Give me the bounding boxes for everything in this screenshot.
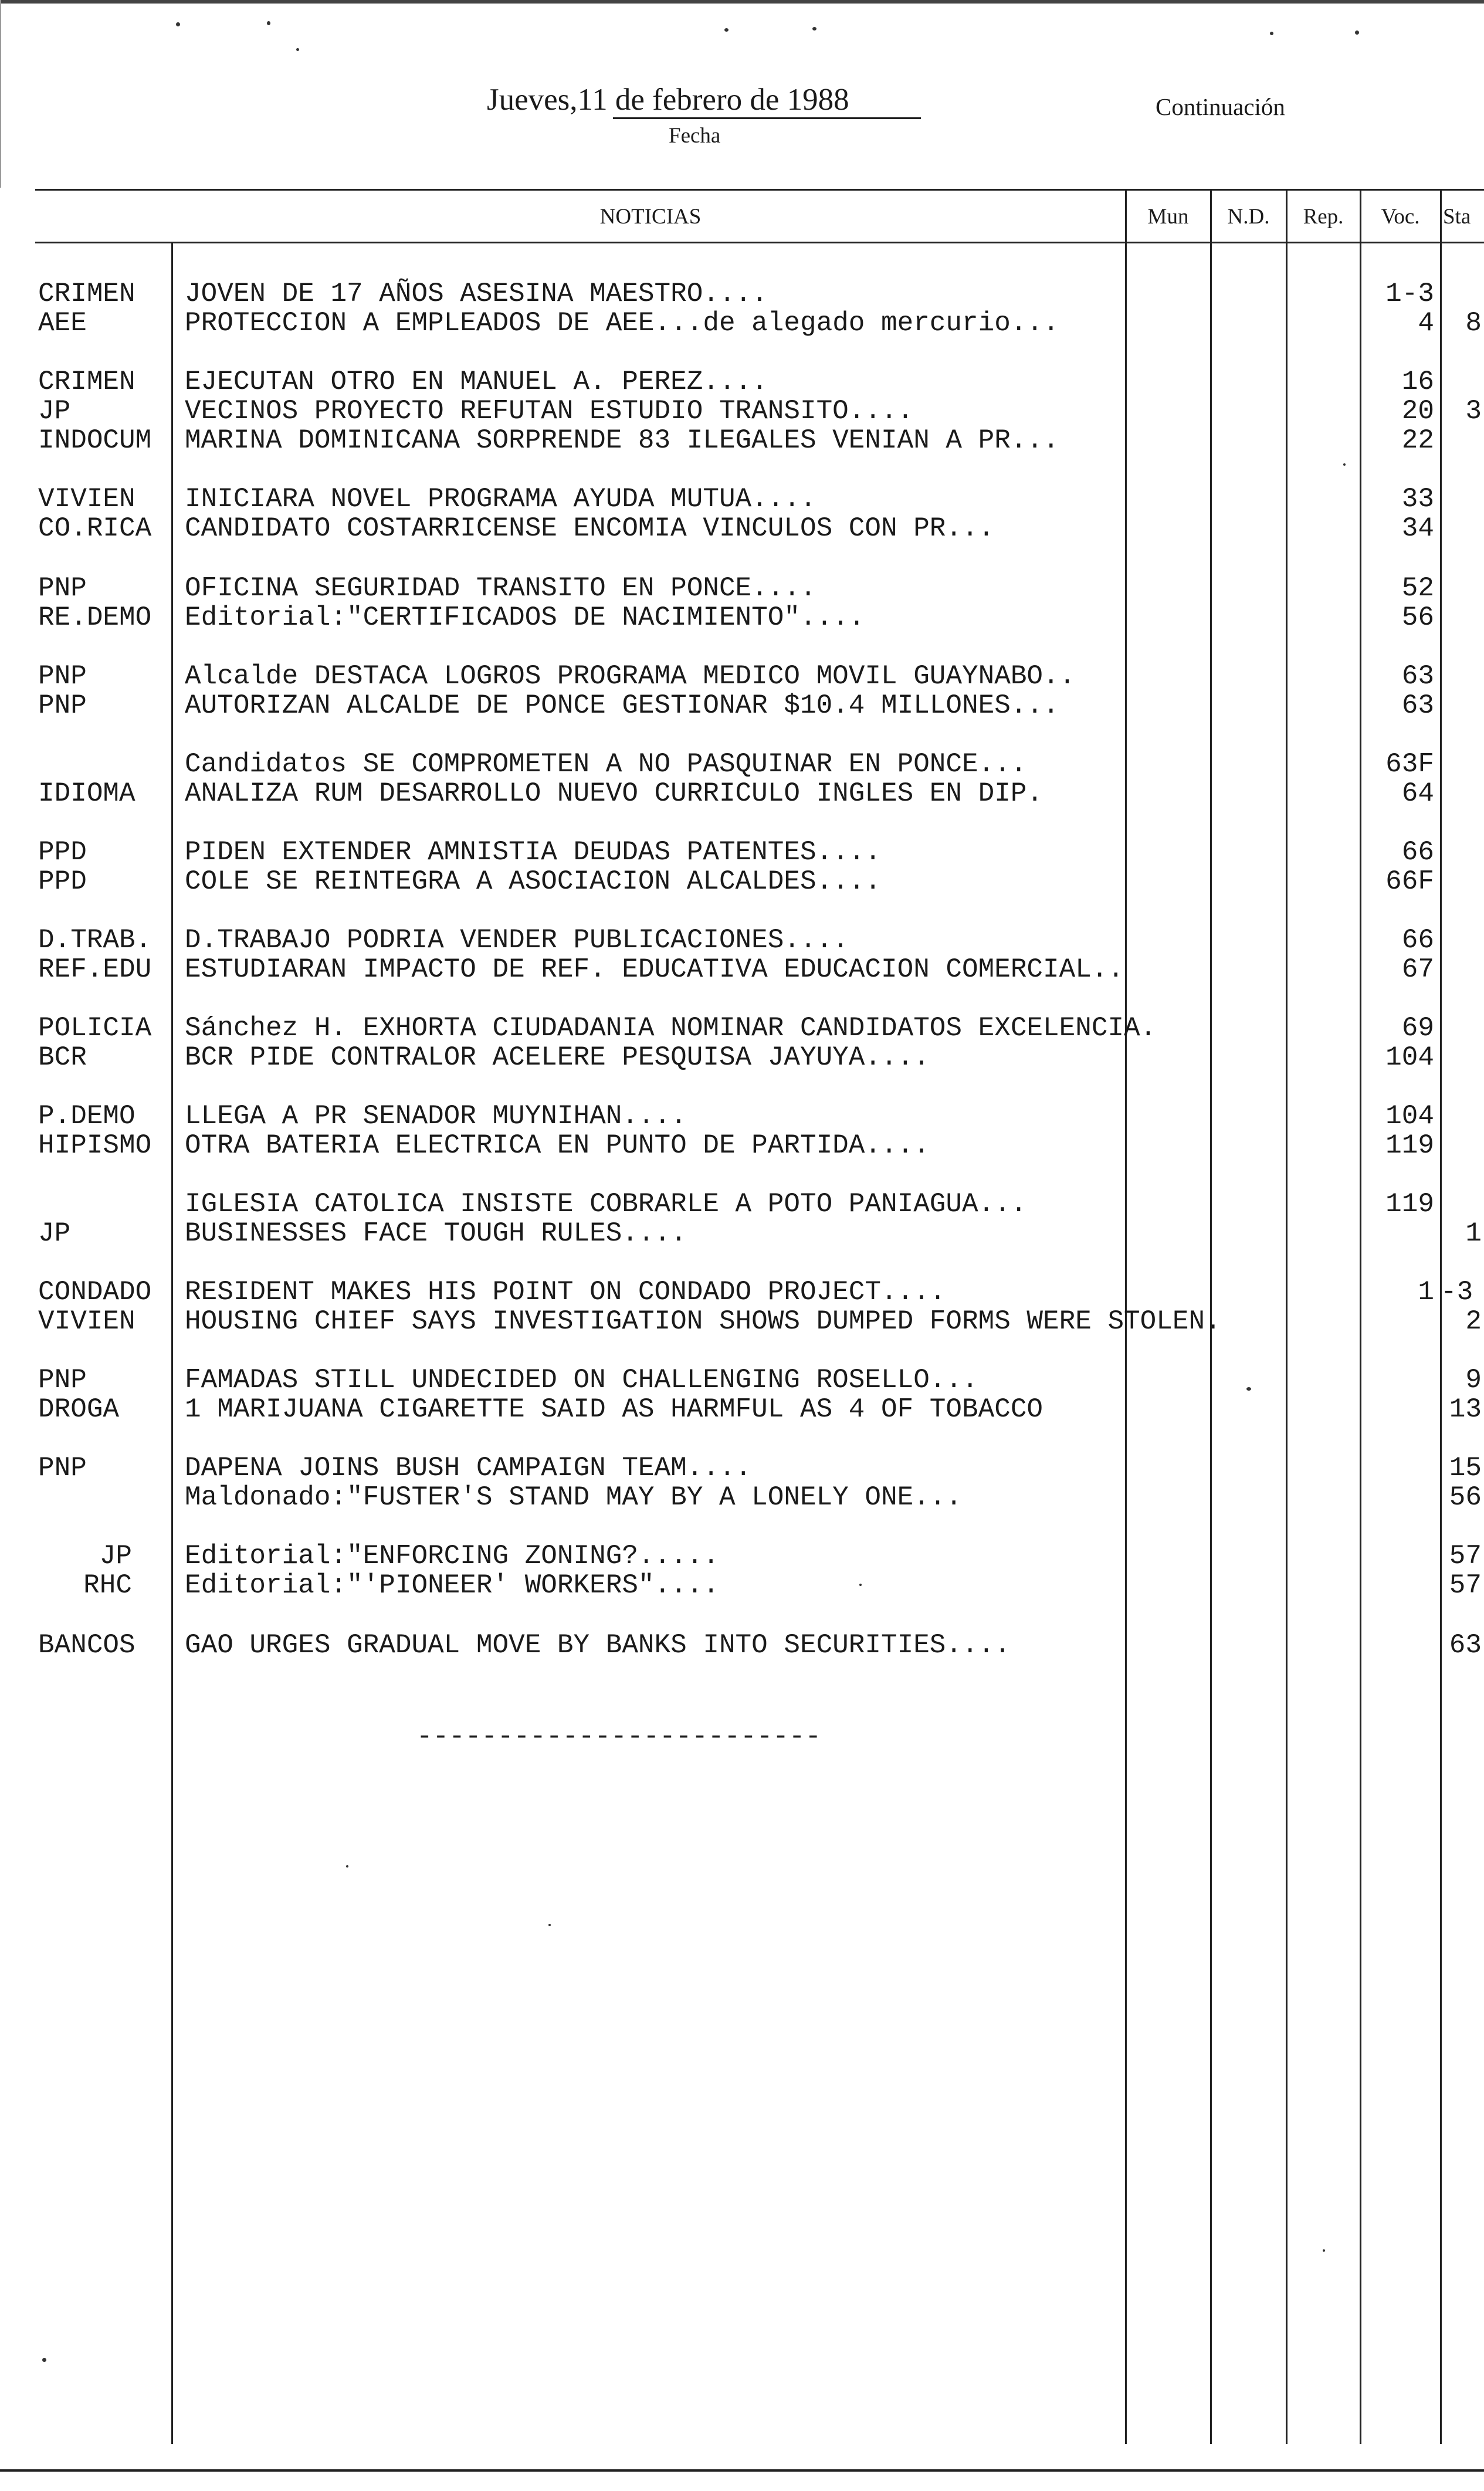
scan-speck bbox=[42, 2358, 46, 2362]
row-sta-page: 3 bbox=[1465, 396, 1482, 426]
column-header-nd: N.D. bbox=[1227, 205, 1270, 229]
row-headline: ANALIZA RUM DESARROLLO NUEVO CURRICULO INGLES EN DIP. bbox=[185, 778, 1043, 809]
row-category: CONDADO bbox=[38, 1277, 152, 1307]
column-header-sta: Sta bbox=[1443, 205, 1471, 229]
row-category: RE.DEMO bbox=[38, 603, 152, 632]
row-voc-page: 66 bbox=[1401, 926, 1434, 955]
row-headline: INICIARA NOVEL PROGRAMA AYUDA MUTUA.... bbox=[185, 484, 816, 514]
row-sta-page: 57 bbox=[1449, 1571, 1482, 1600]
column-header-voc: Voc. bbox=[1381, 205, 1420, 229]
row-headline: COLE SE REINTEGRA A ASOCIACION ALCALDES.... bbox=[185, 866, 881, 897]
row-voc-page: 64 bbox=[1401, 779, 1434, 808]
column-header-rep: Rep. bbox=[1303, 205, 1344, 229]
row-sta-page: 1 bbox=[1465, 1219, 1482, 1248]
row-headline: PROTECCION A EMPLEADOS DE AEE...de alegado mercurio... bbox=[185, 308, 1059, 338]
scan-speck bbox=[267, 21, 270, 25]
row-voc-page: 33 bbox=[1401, 484, 1434, 514]
row-category: D.TRAB. bbox=[38, 926, 152, 955]
scan-speck bbox=[1246, 1387, 1251, 1391]
row-headline: ESTUDIARAN IMPACTO DE REF. EDUCATIVA EDUCACION COMERCIAL.. bbox=[185, 954, 1124, 985]
row-category: P.DEMO bbox=[38, 1102, 135, 1131]
row-voc-page: 66 bbox=[1401, 838, 1434, 867]
row-voc-page: 63 bbox=[1401, 662, 1434, 691]
divider-category bbox=[171, 242, 173, 2444]
scan-speck bbox=[1323, 2249, 1325, 2252]
header-date: Jueves,11 de febrero de 1988 bbox=[487, 83, 849, 117]
row-voc-page: 104 bbox=[1385, 1043, 1434, 1072]
continuation-label: Continuación bbox=[1156, 93, 1285, 120]
row-category: CO.RICA bbox=[38, 514, 152, 543]
left-scan-edge bbox=[0, 0, 1, 188]
row-category: PPD bbox=[38, 838, 87, 867]
column-header-noticias: NOTICIAS bbox=[599, 205, 702, 229]
row-headline: EJECUTAN OTRO EN MANUEL A. PEREZ.... bbox=[185, 367, 768, 397]
row-headline: IGLESIA CATOLICA INSISTE COBRARLE A POTO PANIAGUA... bbox=[185, 1189, 1027, 1219]
row-voc-page: 1 bbox=[1418, 1277, 1434, 1307]
scan-speck bbox=[176, 22, 180, 26]
row-category: PPD bbox=[38, 867, 87, 896]
row-category: PNP bbox=[38, 1453, 87, 1483]
row-category: PNP bbox=[38, 691, 87, 720]
row-headline: JOVEN DE 17 AÑOS ASESINA MAESTRO.... bbox=[185, 279, 768, 309]
row-headline: Editorial:"ENFORCING ZONING?..... bbox=[185, 1541, 719, 1571]
row-headline: OFICINA SEGURIDAD TRANSITO EN PONCE.... bbox=[185, 573, 816, 604]
row-voc-page: 22 bbox=[1401, 426, 1434, 455]
row-category: RHC bbox=[83, 1571, 132, 1600]
row-voc-page: 1-3 bbox=[1385, 279, 1434, 309]
row-category: JP bbox=[38, 1219, 71, 1248]
scan-speck bbox=[296, 48, 299, 51]
row-voc-page: 34 bbox=[1401, 514, 1434, 543]
row-category: PNP bbox=[38, 662, 87, 691]
row-category: REF.EDU bbox=[38, 955, 152, 984]
row-headline: 1 MARIJUANA CIGARETTE SAID AS HARMFUL AS 4 OF TOBACCO bbox=[185, 1394, 1043, 1425]
row-category: PNP bbox=[38, 1365, 87, 1395]
row-headline: BCR PIDE CONTRALOR ACELERE PESQUISA JAYUYA.... bbox=[185, 1042, 930, 1073]
row-voc-page: 63F bbox=[1385, 750, 1434, 779]
row-sta-page: 2 bbox=[1465, 1307, 1482, 1336]
row-headline: PIDEN EXTENDER AMNISTIA DEUDAS PATENTES.... bbox=[185, 837, 881, 867]
row-headline: Editorial:"'PIONEER' WORKERS".... bbox=[185, 1570, 719, 1601]
row-headline: Alcalde DESTACA LOGROS PROGRAMA MEDICO MOVIL GUAYNABO.. bbox=[185, 661, 1076, 692]
row-sta-page: 56 bbox=[1449, 1483, 1482, 1512]
row-voc-page: 119 bbox=[1385, 1189, 1434, 1219]
row-headline: FAMADAS STILL UNDECIDED ON CHALLENGING ROSELLO... bbox=[185, 1365, 978, 1395]
row-sta-page: 63 bbox=[1449, 1631, 1482, 1660]
row-category: AEE bbox=[38, 309, 87, 338]
row-voc-page: 119 bbox=[1385, 1131, 1434, 1160]
column-header-mun: Mun bbox=[1147, 205, 1189, 229]
table-top-rule bbox=[35, 189, 1484, 191]
row-voc-page: 4 bbox=[1418, 309, 1434, 338]
row-voc-page: 20 bbox=[1401, 396, 1434, 426]
row-headline: BUSINESSES FACE TOUGH RULES.... bbox=[185, 1218, 687, 1249]
row-category: VIVIEN bbox=[38, 1307, 135, 1336]
row-voc-page: 67 bbox=[1401, 955, 1434, 984]
row-headline: D.TRABAJO PODRIA VENDER PUBLICACIONES.... bbox=[185, 925, 849, 955]
row-category: POLICIA bbox=[38, 1014, 152, 1043]
row-headline: OTRA BATERIA ELECTRICA EN PUNTO DE PARTIDA.... bbox=[185, 1130, 930, 1161]
row-headline: Sánchez H. EXHORTA CIUDADANIA NOMINAR CANDIDATOS EXCELENCIA. bbox=[185, 1013, 1157, 1043]
bottom-rule bbox=[0, 2469, 1484, 2472]
date-caption: Fecha bbox=[669, 124, 721, 148]
table-header-rule bbox=[35, 242, 1484, 243]
scan-speck bbox=[1355, 30, 1359, 35]
date-underline bbox=[613, 117, 921, 119]
row-category: BANCOS bbox=[38, 1631, 135, 1660]
row-category: CRIMEN bbox=[38, 279, 135, 309]
row-headline: Maldonado:"FUSTER'S STAND MAY BY A LONELY ONE... bbox=[185, 1482, 963, 1513]
row-voc-page: 63 bbox=[1401, 691, 1434, 720]
row-headline: Candidatos SE COMPROMETEN A NO PASQUINAR EN PONCE... bbox=[185, 749, 1027, 780]
scan-speck bbox=[812, 27, 816, 30]
row-category: JP bbox=[99, 1541, 132, 1571]
scan-speck bbox=[724, 28, 729, 32]
row-sta-page: -3 bbox=[1441, 1277, 1473, 1307]
row-category: BCR bbox=[38, 1043, 87, 1072]
row-headline: DAPENA JOINS BUSH CAMPAIGN TEAM.... bbox=[185, 1453, 752, 1483]
row-sta-page: 13 bbox=[1449, 1395, 1482, 1424]
row-category: VIVIEN bbox=[38, 484, 135, 514]
row-headline: RESIDENT MAKES HIS POINT ON CONDADO PROJECT.... bbox=[185, 1277, 946, 1307]
row-sta-page: 57 bbox=[1449, 1541, 1482, 1571]
row-headline: MARINA DOMINICANA SORPRENDE 83 ILEGALES VENIAN A PR... bbox=[185, 425, 1059, 456]
row-category: INDOCUM bbox=[38, 426, 152, 455]
row-headline: LLEGA A PR SENADOR MUYNIHAN.... bbox=[185, 1101, 687, 1131]
row-voc-page: 69 bbox=[1401, 1014, 1434, 1043]
row-sta-page: 15 bbox=[1449, 1453, 1482, 1483]
row-category: DROGA bbox=[38, 1395, 120, 1424]
row-sta-page: 8 bbox=[1465, 309, 1482, 338]
row-category: HIPISMO bbox=[38, 1131, 152, 1160]
row-voc-page: 56 bbox=[1401, 603, 1434, 632]
row-headline: CANDIDATO COSTARRICENSE ENCOMIA VINCULOS CON PR... bbox=[185, 513, 995, 544]
row-headline: GAO URGES GRADUAL MOVE BY BANKS INTO SECURITIES.... bbox=[185, 1630, 1011, 1660]
scan-speck bbox=[548, 1924, 551, 1926]
row-voc-page: 104 bbox=[1385, 1102, 1434, 1131]
row-voc-page: 16 bbox=[1401, 367, 1434, 396]
scan-speck bbox=[346, 1865, 348, 1868]
row-category: JP bbox=[38, 396, 71, 426]
row-category: IDIOMA bbox=[38, 779, 135, 808]
scan-speck bbox=[1270, 32, 1273, 35]
row-category: CRIMEN bbox=[38, 367, 135, 396]
end-marker: ------------------------- bbox=[416, 1721, 822, 1752]
row-voc-page: 66F bbox=[1385, 867, 1434, 896]
scan-speck bbox=[859, 1584, 862, 1586]
row-headline: AUTORIZAN ALCALDE DE PONCE GESTIONAR $10.4 MILLONES... bbox=[185, 690, 1059, 721]
row-headline: VECINOS PROYECTO REFUTAN ESTUDIO TRANSITO.... bbox=[185, 396, 914, 426]
scan-speck bbox=[1343, 463, 1346, 466]
row-category: PNP bbox=[38, 574, 87, 603]
row-voc-page: 52 bbox=[1401, 574, 1434, 603]
row-sta-page: 9 bbox=[1465, 1365, 1482, 1395]
row-headline: Editorial:"CERTIFICADOS DE NACIMIENTO".... bbox=[185, 602, 865, 633]
top-border bbox=[0, 0, 1484, 4]
row-headline: HOUSING CHIEF SAYS INVESTIGATION SHOWS DUMPED FORMS WERE STOLEN. bbox=[185, 1306, 1221, 1337]
